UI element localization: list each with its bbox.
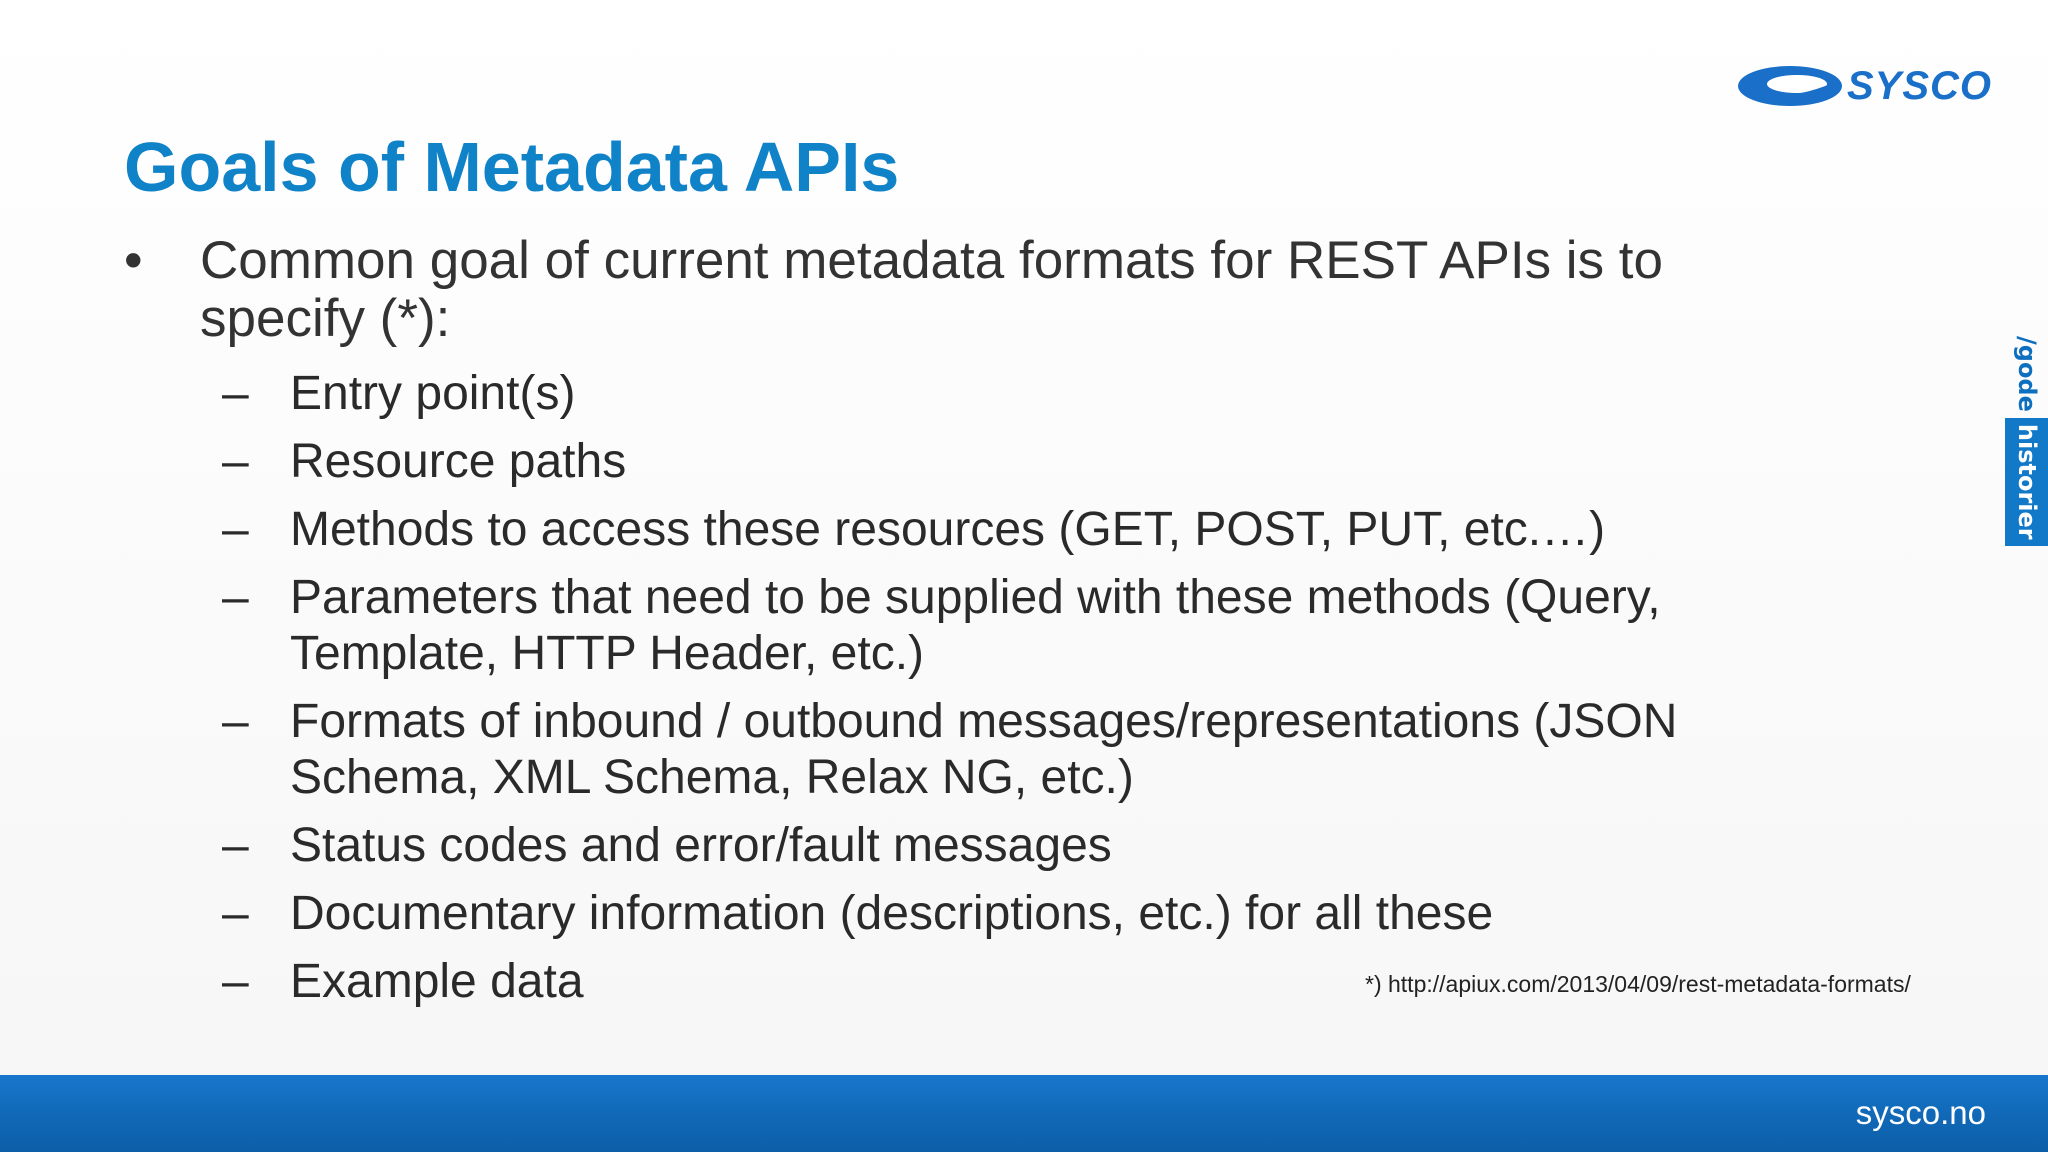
dash-icon: – [222,435,249,488]
side-tag-part2: historier [2005,418,2048,546]
footer-bar [0,1075,2048,1152]
sysco-logo [1735,60,1995,112]
side-tag-label [2005,334,2048,540]
list-item-text: Methods to access these resources (GET, POST, PUT, etc.…) [290,503,1606,556]
list-item-text: Parameters that need to be supplied with these methods (Query, Template, HTTP Header, etc.) [290,571,1661,680]
footer-website: sysco.no [1855,1094,1986,1131]
sub-bullet-list [222,366,1822,1022]
list-item-text: Status codes and error/fault messages [290,819,1112,872]
list-item-text: Example data [290,955,584,1008]
list-item-text: Entry point(s) [290,367,576,420]
side-tag-part1: /gode [2013,336,2041,412]
slide-title: Goals of Metadata APIs [124,128,900,206]
list-item [222,570,1822,682]
bullet-dot-icon: • [124,231,143,290]
main-bullet [124,232,1824,348]
main-bullet-text: Common goal of current metadata formats for REST APIs is to specify (*): [200,231,1664,348]
list-item [222,366,1822,422]
logo-wordmark: SYSCO [1847,64,1993,108]
dash-icon: – [222,367,249,420]
list-item [222,694,1822,806]
dash-icon: – [222,695,249,748]
list-item-text: Resource paths [290,435,627,488]
list-item-text: Documentary information (descriptions, etc.) for all these [290,887,1494,940]
dash-icon: – [222,955,249,1008]
list-item [222,434,1822,490]
list-item [222,502,1822,558]
dash-icon: – [222,819,249,872]
list-item [222,886,1822,942]
side-tag-gode-historier [2005,334,2048,540]
sysco-swoosh-icon [1735,60,1845,112]
dash-icon: – [222,887,249,940]
dash-icon: – [222,503,249,556]
footnote-source: *) http://apiux.com/2013/04/09/rest-metadata-formats/ [1365,971,1911,997]
list-item-text: Formats of inbound / outbound messages/representations (JSON Schema, XML Schema, Relax NG, etc.) [290,695,1678,804]
dash-icon: – [222,571,249,624]
list-item [222,818,1822,874]
